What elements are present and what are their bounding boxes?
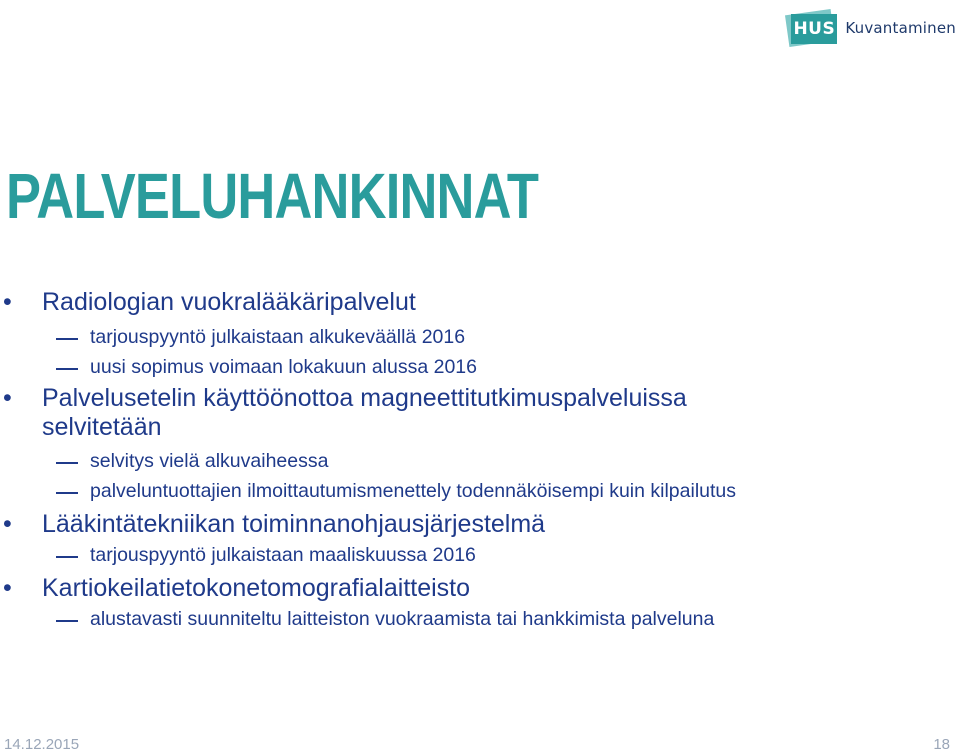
slide-title: PALVELUHANKINNAT	[6, 160, 539, 232]
footer-date: 14.12.2015	[4, 736, 80, 753]
dash-icon	[56, 556, 78, 558]
bullet-text: Lääkintätekniikan toiminnanohjausjärjestelmä	[42, 510, 546, 538]
sub-item	[0, 540, 960, 570]
sub-item	[0, 476, 960, 506]
bullet-text-line: selvitetään	[42, 413, 162, 441]
sub-item	[0, 322, 960, 352]
sub-item-text: uusi sopimus voimaan lokakuun alussa 2016	[90, 356, 477, 378]
sub-item	[0, 604, 960, 634]
dash-icon	[56, 368, 78, 370]
dash-icon	[56, 338, 78, 340]
hus-logo	[785, 8, 956, 48]
sub-item	[0, 352, 960, 382]
sub-item-text: tarjouspyyntö julkaistaan alkukeväällä 2016	[90, 326, 466, 348]
dash-icon	[56, 620, 78, 622]
sub-item-text: palveluntuottajien ilmoittautumismenettely todennäköisempi kuin kilpailutus	[90, 480, 737, 502]
bullet-text-line: Palvelusetelin käyttöönottoa magneettitutkimuspalveluissa	[42, 384, 687, 412]
page-number: 18	[933, 736, 950, 753]
dash-icon	[56, 492, 78, 494]
bullet-icon: •	[3, 574, 12, 602]
hus-badge-icon	[785, 8, 841, 48]
dash-icon	[56, 462, 78, 464]
bullet-text: Kartiokeilatietokonetomografialaitteisto	[42, 574, 471, 602]
bullet-icon: •	[3, 384, 12, 412]
sub-item	[0, 446, 960, 476]
logo-badge-text: HUS	[793, 19, 836, 39]
bullet-item	[0, 572, 960, 604]
bullet-icon: •	[3, 288, 12, 316]
bullet-item	[0, 384, 960, 442]
bullet-icon: •	[3, 510, 12, 538]
bullet-item	[0, 286, 960, 318]
slide-content	[0, 286, 960, 634]
bullet-item	[0, 508, 960, 540]
sub-item-text: selvitys vielä alkuvaiheessa	[90, 450, 329, 472]
sub-item-text: alustavasti suunniteltu laitteiston vuokraamista tai hankkimista palveluna	[90, 608, 715, 630]
logo-text: Kuvantaminen	[845, 19, 956, 37]
sub-item-text: tarjouspyyntö julkaistaan maaliskuussa 2016	[90, 544, 476, 566]
bullet-text: Radiologian vuokralääkäripalvelut	[42, 288, 416, 316]
